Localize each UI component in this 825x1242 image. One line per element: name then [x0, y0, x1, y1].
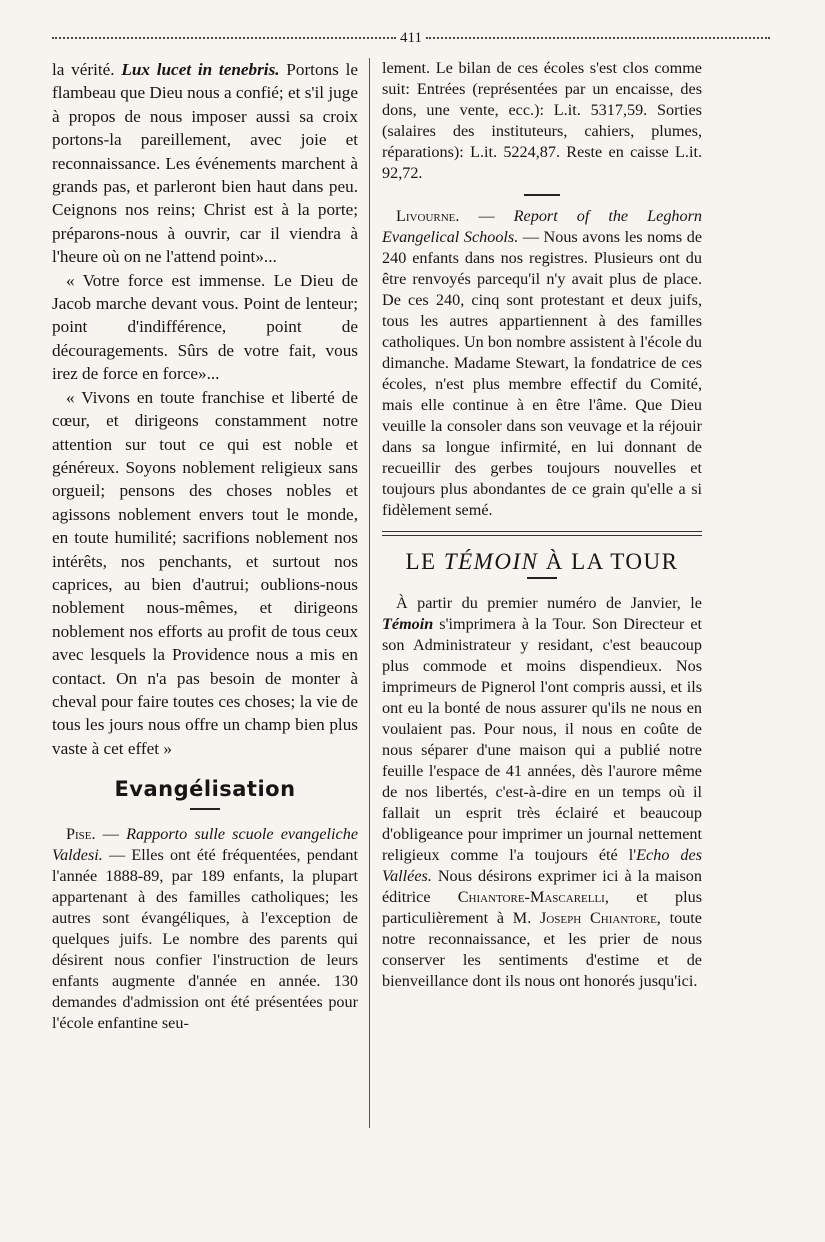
article-pise: [52, 824, 358, 1034]
publisher-name: Chiantore-Mascarelli: [457, 888, 605, 907]
section-title-temoin: [382, 550, 702, 573]
title-part: LE: [405, 549, 444, 574]
report-title: Report of the Leghorn Evangelical Schools.: [382, 207, 702, 246]
journal-name: Témoin: [382, 615, 434, 634]
text-run: , toute notre reconnaissance, et les prier de nous conserver les sentiments d'estime et de bienveillance dont ils nous ont honorés jusqu'ici.: [382, 909, 702, 991]
article-body: — Elles ont été fréquentées, pendant l'année 1888-89, par 189 enfants, la plupart appartenant à des familles catholiques; les autres sont évangéliques, à l'exception de quelques juifs. Le nombre des parents qui désirent nous confier l'instruction de leurs enfants augmente d'année en année. 130 demandes d'admission ont été présentées pour l'école enfantine seu-: [52, 845, 358, 1032]
article-body: — Nous avons les noms de 240 enfants dans nos registres. Plusieurs ont du être renvoyés parcequ'il n'y avait plus de place. De ces 240, cinq sont protestant et deux juifs, tous les autres appartiennent à des familles catholiques. Un bon nombre assistent à l'école du dimanche. Madame Stewart, la fondatrice de ces écoles, n'est plus membre effectif du Comité, mais elle continue à en être l'âme. Que Dieu veuille la consoler dans son veuvage et la réjouir dans sa longue infirmité, en lui donnant de recueillir des gerbes toujours nouvelles et toujours plus abondantes de ce grain qu'elle a si fidèlement semé.: [382, 228, 703, 519]
place-name: Pise.: [66, 824, 96, 843]
header-rule-right: [426, 37, 770, 39]
latin-quote: Lux lucet in tenebris.: [121, 60, 280, 79]
article-livourne: [382, 206, 702, 521]
report-title: Rapporto sulle scuole evangeliche Valdesi.: [52, 824, 359, 864]
text-run: la vérité.: [52, 60, 122, 79]
journal-name: Echo des Vallées.: [382, 846, 702, 886]
text-run: Portons le flambeau que Dieu nous a confié; et s'il juge à propos de nous imposer aussi sa croix portons-la pareillement, avec joie et reconnaissance. Les événements marchent à grands pas, et parleront bien haut dans peu. Ceignons nos reins; Christ est à la porte; préparons-nous à ouvrir, car il viendra à l'heure où on ne l'attend point»...: [52, 60, 358, 267]
title-rule: [527, 577, 557, 579]
text-run: , et plus particulièrement à M.: [382, 888, 702, 928]
column-divider: [369, 58, 370, 1128]
paragraph-force: « Votre force est immense. Le Dieu de Jacob marche devant vous. Point de lenteur; point d'indifférence, point de découragements. Sûrs de votre fait, vous irez de force en force»...: [52, 270, 358, 384]
place-name: Livourne.: [396, 207, 460, 225]
right-column: [382, 58, 702, 992]
section-title-evangelisation: Evangélisation: [114, 777, 296, 802]
title-part: À LA TOUR: [538, 549, 679, 574]
title-part: TÉMOIN: [443, 549, 539, 574]
text-run: —: [459, 207, 514, 225]
short-rule: [524, 194, 560, 196]
text-run: s'imprimera à la Tour. Son Directeur et son Administrateur y residant, c'est beaucoup plus commode et moins dispendieux. Nos imprimeurs de Pignerol l'ont compris aussi, et ils ont eu la bonté de nous assurer qu'ils ne nous en voulaient pas. Pour nous, il nous en coûte de nous séparer d'une maison qui a publié notre feuille l'espace de 41 années, dès l'aurore même de nos libertés, c'est-à-dire en un temps où il fallait un esprit très éclairé et beaucoup d'obligeance pour imprimer un journal nettement religieux comme l'a toujours été l': [382, 615, 702, 865]
paragraph-bilan: lement. Le bilan de ces écoles s'est clos comme suit: Entrées (représentées par un encaisse, des dons, une vente, ecc.): L.it. 5317,59. Sorties (salaires des instituteurs, cahiers, plumes, réparations): L.it. 5224,87. Reste en caisse L.it. 92,72.: [382, 59, 702, 182]
text-run: Nous désirons exprimer ici à la maison éditrice: [382, 867, 702, 907]
title-rule: [190, 808, 220, 810]
paragraph-vivons: « Vivons en toute franchise et liberté de cœur, et dirigeons constamment notre attention sur tout ce qui est noble et généreux. Soyons noblement religieux sans orgueil; pensons des choses nobles et agissons noblement envers tout le monde, en toute humilité; sacrifions noblement nos intérêts, nos penchants, et surtout nos caprices, au bien d'autrui; oublions-nous noblement nous-mêmes, et dirigeons noblement nos efforts au profit de tous ceux avec lesquels la Providence nous a mis en contact. On n'a pas besoin de monter à cheval pour faire toutes ces choses; la vie de tous les jours nous offre un champ bien plus vaste à cet effet »: [52, 387, 358, 758]
person-name: Joseph Chiantore: [540, 909, 657, 928]
left-column: [52, 58, 358, 1034]
text-run: À partir du premier numéro de Janvier, le: [396, 594, 702, 613]
header-rule-left: [52, 37, 396, 39]
page-number: 411: [400, 29, 422, 46]
paragraph-continuation: [52, 58, 358, 269]
article-temoin: [382, 593, 702, 992]
page-header: [52, 26, 770, 50]
section-separator: [382, 531, 702, 536]
text-run: —: [95, 824, 127, 843]
